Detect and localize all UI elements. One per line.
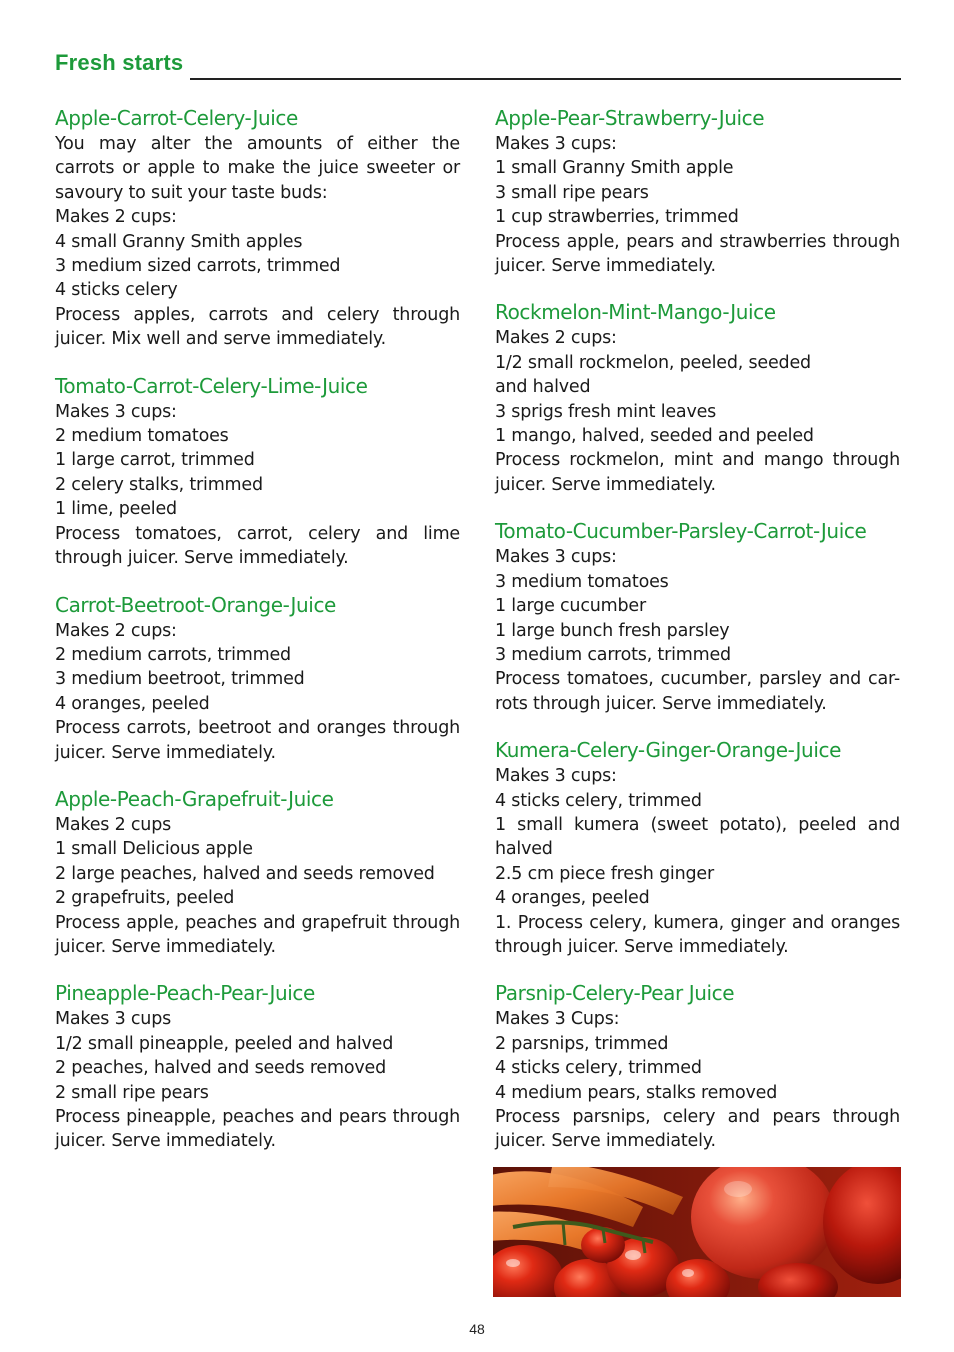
produce-photo-graphic — [493, 1167, 901, 1297]
ingredient: 1 large cucumber — [495, 596, 646, 617]
recipe-title: Apple-Carrot-Celery-Juice — [55, 106, 298, 130]
recipe-yield: Makes 3 cups: — [495, 134, 617, 154]
ingredient: 4 oranges, peeled — [55, 693, 210, 714]
ingredient: 3 medium tomatoes — [495, 571, 669, 592]
recipe-title: Apple-Peach-Grapefruit-Juice — [55, 786, 334, 811]
recipe-title: Kumera-Celery-Ginger-Orange-Juice — [495, 738, 841, 763]
recipe-method: 1. Process celery, kumera, ginger and oranges through juicer. Serve immediately. — [495, 912, 900, 957]
ingredient: 2 peaches, halved and seeds removed — [55, 1058, 386, 1079]
recipe-yield: Makes 3 cups — [55, 1009, 172, 1030]
recipe-title: Rockmelon-Mint-Mango-Juice — [495, 300, 776, 325]
recipe-yield: Makes 2 cups: — [495, 328, 617, 349]
page-number: 48 — [469, 1321, 485, 1337]
ingredient: 4 oranges, peeled — [495, 888, 650, 909]
recipe-yield: Makes 3 Cups: — [495, 1009, 620, 1030]
recipe-method: Process apples, carrots and celery through juicer. Mix well and serve immediately. — [55, 304, 460, 350]
ingredient: 2 celery stalks, trimmed — [55, 474, 263, 495]
recipe-kumera-celery-ginger-orange — [495, 736, 900, 959]
left-column — [55, 104, 460, 1174]
recipe-tomato-cucumber-parsley-carrot — [495, 517, 900, 716]
ingredient: 4 sticks celery — [55, 280, 178, 301]
ingredient: 2 small ripe pears — [55, 1082, 209, 1103]
ingredient: 1 small Delicious apple — [55, 839, 253, 860]
recipe-pineapple-peach-pear — [55, 979, 460, 1153]
recipe-title: Apple-Pear-Strawberry-Juice — [495, 106, 765, 130]
ingredient: 3 sprigs fresh mint leaves — [495, 401, 717, 422]
recipe-tomato-carrot-celery-lime — [55, 372, 460, 571]
recipe-parsnip-celery-pear — [495, 979, 900, 1153]
recipe-title: Pineapple-Peach-Pear-Juice — [55, 981, 315, 1006]
ingredient: 3 medium sized carrots, trimmed — [55, 256, 341, 277]
recipe-method: Process rockmelon, mint and mango through juicer. Serve immediately. — [495, 450, 900, 495]
ingredient: and halved — [495, 377, 591, 398]
ingredient: 2.5 cm piece fresh ginger — [495, 863, 714, 884]
ingredient: 1 mango, halved, seeded and peeled — [495, 426, 814, 447]
recipe-method: Process tomatoes, cucumber, parsley and car-rots through juicer. Serve immediately. — [495, 669, 900, 714]
ingredient: 2 medium tomatoes — [55, 426, 229, 447]
recipe-apple-peach-grapefruit — [55, 785, 460, 959]
ingredient: 1/2 small pineapple, peeled and halved — [55, 1033, 394, 1054]
section-header — [55, 50, 901, 82]
recipe-yield: Makes 3 cups: — [495, 547, 617, 568]
ingredient: 4 small Granny Smith apples — [55, 231, 303, 252]
recipe-yield: Makes 2 cups: — [55, 207, 177, 228]
ingredient: 1 large bunch fresh parsley — [495, 620, 730, 641]
ingredient: 4 sticks celery, trimmed — [495, 790, 702, 811]
ingredient: 1 large carrot, trimmed — [55, 450, 255, 471]
ingredient: 3 small ripe pears — [495, 182, 649, 203]
header-rule — [190, 78, 901, 80]
ingredient: 4 sticks celery, trimmed — [495, 1058, 702, 1079]
recipe-yield: Makes 3 cups: — [55, 401, 177, 422]
recipe-title: Tomato-Carrot-Celery-Lime-Juice — [55, 373, 368, 398]
ingredient: 1 small Granny Smith apple — [495, 158, 734, 179]
recipe-method: Process parsnips, celery and pears through juicer. Serve immediately. — [495, 1107, 900, 1152]
recipe-yield: Makes 3 cups: — [495, 766, 617, 787]
recipe-apple-pear-strawberry — [495, 104, 900, 278]
recipe-yield: Makes 2 cups — [55, 814, 172, 835]
ingredient: 3 medium carrots, trimmed — [495, 644, 731, 665]
ingredient: 1 small kumera (sweet potato), peeled and halved — [495, 814, 900, 860]
ingredient: 1 cup strawberries, trimmed — [495, 207, 739, 228]
recipe-rockmelon-mint-mango — [495, 298, 900, 497]
recipe-apple-carrot-celery — [55, 104, 460, 352]
ingredient: 2 large peaches, halved and seeds removed — [55, 863, 435, 884]
produce-photo — [493, 1167, 901, 1297]
ingredient: 4 medium pears, stalks removed — [495, 1082, 778, 1103]
recipe-title: Parsnip-Celery-Pear Juice — [495, 981, 735, 1006]
recipe-method: Process carrots, beetroot and oranges through juicer. Serve immediately. — [55, 718, 460, 763]
ingredient: 3 medium beetroot, trimmed — [55, 669, 305, 690]
ingredient: 1 lime, peeled — [55, 499, 177, 520]
recipe-intro: You may alter the amounts of either the carrots or apple to make the juice sweeter or savoury to suit your taste buds: — [55, 134, 460, 203]
recipe-title: Carrot-Beetroot-Orange-Juice — [55, 592, 336, 617]
recipe-carrot-beetroot-orange — [55, 591, 460, 765]
recipe-method: Process apple, pears and strawberries through juicer. Serve immediately. — [495, 231, 900, 277]
recipe-method: Process apple, peaches and grapefruit through juicer. Serve immediately. — [55, 912, 460, 957]
ingredient: 2 grapefruits, peeled — [55, 888, 235, 909]
recipe-title: Tomato-Cucumber-Parsley-Carrot-Juice — [495, 519, 867, 544]
right-column — [495, 104, 900, 1174]
recipe-method: Process tomatoes, carrot, celery and lime through juicer. Serve immediately. — [55, 523, 460, 569]
ingredient: 1/2 small rockmelon, peeled, seeded — [495, 352, 811, 373]
recipe-yield: Makes 2 cups: — [55, 620, 177, 641]
section-title: Fresh starts — [55, 50, 184, 75]
ingredient: 2 parsnips, trimmed — [495, 1033, 669, 1054]
ingredient: 2 medium carrots, trimmed — [55, 644, 291, 665]
recipe-method: Process pineapple, peaches and pears through juicer. Serve immediately. — [55, 1107, 460, 1152]
